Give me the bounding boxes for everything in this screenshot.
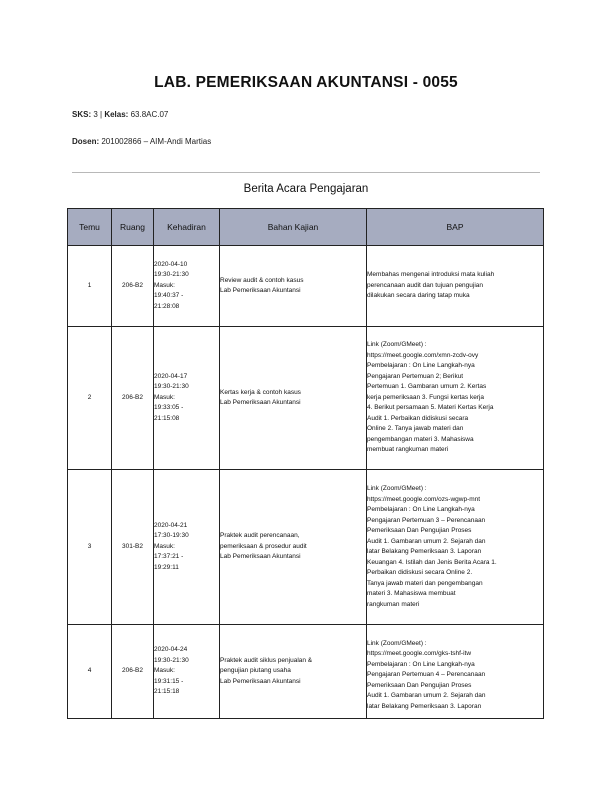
table-row xyxy=(68,246,544,327)
table-row xyxy=(68,470,544,625)
cell-kehadiran xyxy=(154,470,220,625)
cell-bahan-kajian xyxy=(220,327,367,470)
section-divider xyxy=(72,172,540,173)
cell-kehadiran xyxy=(154,327,220,470)
cell-kehadiran xyxy=(154,625,220,719)
bap-text: Link (Zoom/GMeet) : https://meet.google.com/xmn-zcdv-ovy Pembelajaran : On Line Langkah-nya Pengajaran Pertemuan 2; Berikut Pertemuan 1. Gambaran umum 2. Kertas kerja pemeriksaan 3. Fungsi kertas kerja 4. Berikut persamaan 5. Materi Kertas Kerja Audit 1. Perbaikan didiskusi secara Online 2. Tanya jawab materi dan pengembangan materi 3. Mahasiswa membuat rangkuman materi xyxy=(367,341,494,454)
table-row xyxy=(68,625,544,719)
bahan-kajian-text: Praktek audit siklus penjualan & pengujian piutang usaha Lab Pemeriksaan Akuntansi xyxy=(220,656,313,685)
cell-bap xyxy=(367,246,544,327)
dosen-label: Dosen: xyxy=(72,137,100,146)
kehadiran-text: 2020-04-17 19:30-21:30 Masuk: 19:33:05 - 21:15:08 xyxy=(154,372,189,422)
cell-temu: 3 xyxy=(68,470,112,625)
table-header-row xyxy=(68,209,544,246)
cell-bahan-kajian xyxy=(220,625,367,719)
lecturer-info-line xyxy=(72,137,211,146)
cell-temu: 2 xyxy=(68,327,112,470)
cell-bahan-kajian xyxy=(220,246,367,327)
column-header-kehadiran: Kehadiran xyxy=(154,209,220,246)
cell-kehadiran xyxy=(154,246,220,327)
cell-bap xyxy=(367,470,544,625)
section-title: Berita Acara Pengajaran xyxy=(243,183,369,195)
table-row xyxy=(68,327,544,470)
column-header-bap: BAP xyxy=(367,209,544,246)
bahan-kajian-text: Praktek audit perencanaan, pemeriksaan & prosedur audit Lab Pemeriksaan Akuntansi xyxy=(220,532,307,561)
cell-ruang: 206-B2 xyxy=(112,625,154,719)
course-info-line xyxy=(72,110,168,119)
cell-bap xyxy=(367,625,544,719)
kehadiran-text: 2020-04-10 19:30-21:30 Masuk: 19:40:37 - 21:28:08 xyxy=(154,260,189,310)
cell-temu: 4 xyxy=(68,625,112,719)
cell-ruang: 301-B2 xyxy=(112,470,154,625)
page-title: LAB. PEMERIKSAAN AKUNTANSI - 0055 xyxy=(154,74,458,91)
kehadiran-text: 2020-04-24 19:30-21:30 Masuk: 19:31:15 - 21:15:18 xyxy=(154,646,189,696)
cell-ruang: 206-B2 xyxy=(112,246,154,327)
column-header-bahan-kajian: Bahan Kajian xyxy=(220,209,367,246)
cell-ruang: 206-B2 xyxy=(112,327,154,470)
bahan-kajian-text: Kertas kerja & contoh kasus Lab Pemeriksaan Akuntansi xyxy=(220,388,301,406)
cell-bahan-kajian xyxy=(220,470,367,625)
bap-text: Membahas mengenai introduksi mata kuliah perencanaan audit dan tujuan pengujian dilakukan secara daring tatap muka xyxy=(367,271,495,300)
column-header-ruang: Ruang xyxy=(112,209,154,246)
bap-text: Link (Zoom/GMeet) : https://meet.google.com/gks-tshf-itw Pembelajaran : On Line Langkah-nya Pengajaran Pertemuan 4 – Perencanaan Pemeriksaan Dan Pengujian Proses Audit 1. Gambaran umum 2. Sejarah dan latar Belakang Pemeriksaan 3. Laporan xyxy=(367,639,486,710)
kelas-value: 63.8AC.07 xyxy=(128,110,169,119)
bahan-kajian-text: Review audit & contoh kasus Lab Pemeriksaan Akuntansi xyxy=(220,276,304,294)
cell-temu: 1 xyxy=(68,246,112,327)
bap-table xyxy=(67,208,544,719)
kehadiran-text: 2020-04-21 17:30-19:30 Masuk: 17:37:21 - 19:29:11 xyxy=(154,521,189,571)
sks-value: 3 | xyxy=(91,110,105,119)
column-header-temu: Temu xyxy=(68,209,112,246)
kelas-label: Kelas: xyxy=(104,110,129,119)
sks-label: SKS: xyxy=(72,110,92,119)
cell-bap xyxy=(367,327,544,470)
bap-text: Link (Zoom/GMeet) : https://meet.google.com/ozs-wgwp-mnt Pembelajaran : On Line Langkah-nya Pengajaran Pertemuan 3 – Perencanaan Pemeriksaan Dan Pengujian Proses Audit 1. Gambaran umum 2. Sejarah dan latar Belakang Pemeriksaan 3. Laporan Keuangan 4. Istilah dan Jenis Berita Acara 1. Perbaikan didiskusi secara Online 2. Tanya jawab materi dan pengembangan materi 3. Mahasiswa membuat rangkuman materi xyxy=(367,485,497,608)
dosen-value: 201002866 – AIM-Andi Martias xyxy=(99,137,212,146)
